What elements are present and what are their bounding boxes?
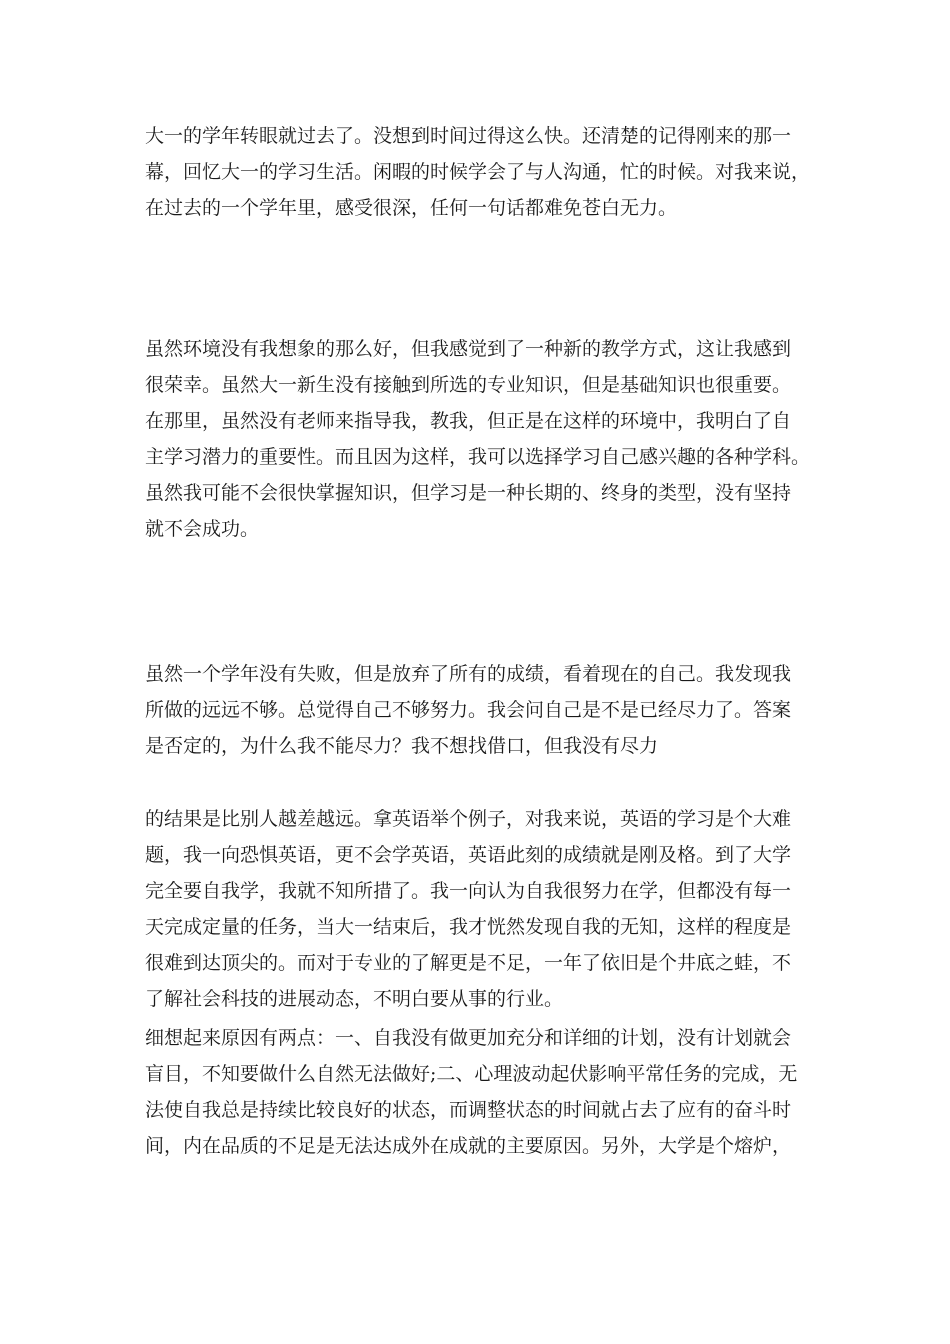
text-line: 法使自我总是持续比较良好的状态，而调整状态的时间就占去了应有的奋斗时	[145, 1099, 792, 1121]
text-line: 幕，回忆大一的学习生活。闲暇的时候学会了与人沟通，忙的时候。对我来说，	[145, 161, 811, 183]
text-line: 虽然我可能不会很快掌握知识，但学习是一种长期的、终身的类型，没有坚持	[145, 482, 792, 504]
text-line: 虽然一个学年没有失败，但是放弃了所有的成绩，看着现在的自己。我发现我	[145, 663, 792, 685]
text-line: 大一的学年转眼就过去了。没想到时间过得这么快。还清楚的记得刚来的那一	[145, 125, 792, 147]
text-line: 很荣幸。虽然大一新生没有接触到所选的专业知识，但是基础知识也很重要。	[145, 374, 792, 396]
text-line: 间，内在品质的不足是无法达成外在成就的主要原因。另外，大学是个熔炉，	[145, 1135, 792, 1157]
text-line: 所做的远远不够。总觉得自己不够努力。我会问自己是不是已经尽力了。答案	[145, 699, 792, 721]
text-line: 虽然环境没有我想象的那么好，但我感觉到了一种新的教学方式，这让我感到	[145, 338, 792, 360]
text-line: 细想起来原因有两点：一、自我没有做更加充分和详细的计划，没有计划就会	[145, 1027, 792, 1049]
text-line: 很难到达顶尖的。而对于专业的了解更是不足，一年了依旧是个井底之蛙，不	[145, 952, 792, 974]
paragraph-1	[145, 118, 815, 226]
text-line: 是否定的，为什么我不能尽力？我不想找借口，但我没有尽力	[145, 735, 659, 757]
text-line: 在过去的一个学年里，感受很深，任何一句话都难免苍白无力。	[145, 197, 678, 219]
text-line: 就不会成功。	[145, 518, 260, 540]
text-line: 的结果是比别人越差越远。拿英语举个例子，对我来说，英语的学习是个大难	[145, 808, 792, 830]
paragraph-2	[145, 331, 815, 547]
text-line: 题，我一向恐惧英语，更不会学英语，英语此刻的成绩就是刚及格。到了大学	[145, 844, 792, 866]
text-line: 主学习潜力的重要性。而且因为这样，我可以选择学习自己感兴趣的各种学科。	[145, 446, 811, 468]
paragraph-3	[145, 656, 815, 764]
paragraph-5	[145, 1020, 815, 1164]
text-line: 盲目，不知要做什么自然无法做好;二、心理波动起伏影响平常任务的完成，无	[145, 1063, 798, 1085]
text-line: 在那里，虽然没有老师来指导我，教我，但正是在这样的环境中，我明白了自	[145, 410, 792, 432]
paragraph-4	[145, 801, 815, 1017]
text-line: 完全要自我学，我就不知所措了。我一向认为自我很努力在学，但都没有每一	[145, 880, 792, 902]
text-line: 天完成定量的任务，当大一结束后，我才恍然发现自我的无知，这样的程度是	[145, 916, 792, 938]
text-line: 了解社会科技的进展动态，不明白要从事的行业。	[145, 988, 564, 1010]
